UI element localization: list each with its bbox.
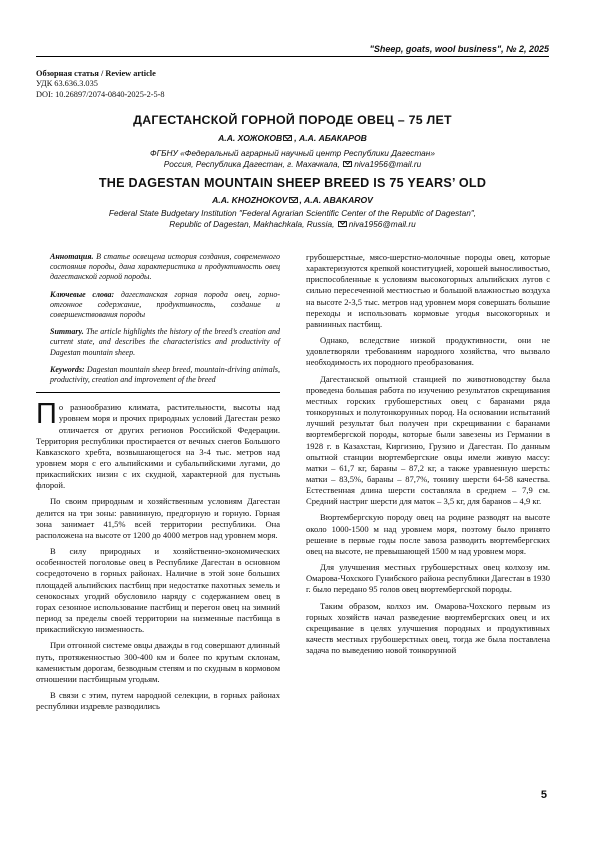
paragraph-5: В связи с этим, путем народной селекции, в горных районах республики издревле разводились (36, 689, 280, 712)
paragraph-3: В силу природных и хозяйственно-экономических особенностей поголовье овец в Республике Дагестан в основном сосредоточено в горных районах. Наличие в этой зоне больших площадей альпийских пастбищ при недостатке пахотных земель и сенокосных угодий обусловило наряду с содержанием овец в горах сезонное использование пастбищ и перегон овец на зимний период за пределы своей территории на низменные пастбища в прикаспийскую низменность. (36, 546, 280, 635)
abstract-ru: Аннотация. В статье освещена история создания, современного состояния породы, дана характеристика и продуктивность овец дагестанской горной породы. (50, 252, 280, 282)
title-ru: ДАГЕСТАНСКОЙ ГОРНОЙ ПОРОДЕ ОВЕЦ – 75 ЛЕТ (133, 113, 452, 127)
page-number: 5 (540, 789, 547, 801)
mail-icon (338, 221, 347, 227)
affiliation-en-line2: Republic of Dagestan, Makhachkala, Russia, niva1956@mail.ru (169, 218, 416, 229)
author-2-ru: , А.А. АБАКАРОВ (294, 133, 367, 143)
paragraph-4: При отгонной системе овцы дважды в год совершают длинный путь, протяженностью 300-400 км и более по крутым склонам, каменистым дорогам, безводным степям и по скудным в кормовом отношении пастбищным угодьям. (36, 640, 281, 684)
mail-icon (343, 161, 352, 167)
author-2-en: , A.A. ABAKAROV (299, 195, 373, 205)
doi[interactable]: DOI: 10.26897/2074-0840-2025-2-5-8 (36, 89, 165, 99)
affiliation-ru (50, 148, 535, 170)
mail-icon (283, 135, 292, 141)
left-column (36, 252, 280, 717)
article-meta (36, 69, 165, 100)
abstract-rule (36, 392, 280, 393)
paragraph-2: По своим природным и хозяйственным условиям Дагестан делится на три зоны: равнинную, предгорную и горную. Горная зона занимает 41,5% всей территории республики. Она расположена на высоте от 1200 до 4000 метров над уровнем моря. (36, 496, 280, 540)
keywords-en: Keywords: Dagestan mountain sheep breed, mountain-driving animals, productivity, creation and improvement of the breed (50, 364, 280, 385)
affiliation-ru-line2: Россия, Республика Дагестан, г. Махачкала, niva1956@mail.ru (163, 158, 422, 169)
author-1-ru: А.А. ХОЖОКОВ (218, 133, 283, 143)
paragraph-6: грубошерстные, мясо-шерстно-молочные породы овец, которые характеризуются крепкой конституцией, хорошей выносливостью, приспособленные к условиям высокогорных альпийских лугов с сильно пересеченной местностью и большой влажностью воздуха на высоте 2-3,5 тыс. метров над уровнем моря совершать большие переходы и использовать кормовые угодья высокогорных и равнинных пастбищ. (306, 252, 550, 329)
right-column (306, 252, 550, 661)
email-ru[interactable]: niva1956@mail.ru (354, 158, 422, 169)
article-type: Обзорная статья / Review article (36, 69, 156, 78)
affiliation-en-line1: Federal State Budgetary Institution "Federal Agrarian Scientific Center of the Republic of Dagestan", (108, 208, 477, 218)
summary-en: Summary. The article highlights the history of the breed’s creation and current state, and describes the characteristics and productivity of Dagestan mountain sheep. (50, 327, 280, 357)
affiliation-ru-line1: ФГБНУ «Федеральный аграрный научный центр Республики Дагестан» (150, 148, 435, 158)
paragraph-8: Дагестанской опытной станцией по животноводству была проведена большая работа по изучению результатов скрещивания местных горских грубошерстных овец с баранами ряда тонкорунных и полутонкорунных пород. На основании испытаний лучший результат был получен при скрещивании с баранами вюртембергской породы, которые были завезены из Германии в 1928 г. в Казахстан, Киргизию, Грузию и Дагестан. По данным опытной станции вюртембергские овцы имели живую массу: матки – 61,7 кг, бараны – 87,2 кг, а также уравненную шерсть: матки – 83,5%, бараны – 87,7%, тонину шерсти 64-58 качества. Естественная длина шерсти составляла в среднем – 7,9 см. Средний настриг шерсти для маток – 3,5 кг, для баранов – 4,9 кг. (306, 373, 550, 507)
udc: УДК 63.636.3.035 (36, 79, 98, 89)
drop-cap: П (36, 398, 57, 431)
paragraph-10: Для улучшения местных грубошерстных овец колхозу им. Омарова-Чохского Гунибского района республики Дагестан в 1930 г. было передано 95 голов овец вюртембергской породы. (306, 562, 550, 595)
affiliation-en (50, 208, 535, 230)
authors-ru (36, 133, 549, 143)
keywords-ru: Ключевые слова: дагестанская горная порода овец, горно-отгонное содержание, продуктивность, создание и совершенствования породы (50, 289, 280, 320)
author-1-en: A.A. KHOZHOKOV (212, 195, 288, 205)
email-en[interactable]: niva1956@mail.ru (348, 218, 416, 229)
header-rule (36, 56, 549, 57)
authors-en (36, 195, 549, 205)
paragraph-11: Таким образом, колхоз им. Омарова-Чохского первым из горных хозяйств начал разведение вюртембергских овец и их скрещивание в целях улучшения породных и продуктивных качеств местных грубошерстных овец, тогда же была поставлена задача по выведению новой тонкорунной (306, 600, 550, 656)
paragraph-9: Вюртембергскую породу овец на родине разводят на высоте около 1000-1500 м над уровнем моря, поэтому было принято решение в первые годы после завоза разводить вюртембергских овец на высоте, не превышающей 1500 м над уровнем моря. (306, 512, 550, 556)
paragraph-1: По разнообразию климата, растительности, высоты над уровнем моря и прочих природных условий Дагестан резко отличается от других регионов Российской Федерации. Территория республики простирается от вечных снегов Большого Кавказского хребта, возвышающегося на 3-4 тыс. метров над уровнем моря с его альпийскими и субальпийскими лугами, до прикаспийских низин с их скудной, характерной для пустынь флорой. (36, 398, 280, 491)
mail-icon (289, 197, 298, 203)
paragraph-7: Однако, вследствие низкой продуктивности, они не удовлетворяли требованиям народного хозяйства, что вызвало необходимость их породного преобразования. (306, 335, 550, 368)
title-en: THE DAGESTAN MOUNTAIN SHEEP BREED IS 75 YEARS’ OLD (98, 176, 487, 190)
journal-header: "Sheep, goats, wool business", № 2, 2025 (369, 44, 549, 54)
